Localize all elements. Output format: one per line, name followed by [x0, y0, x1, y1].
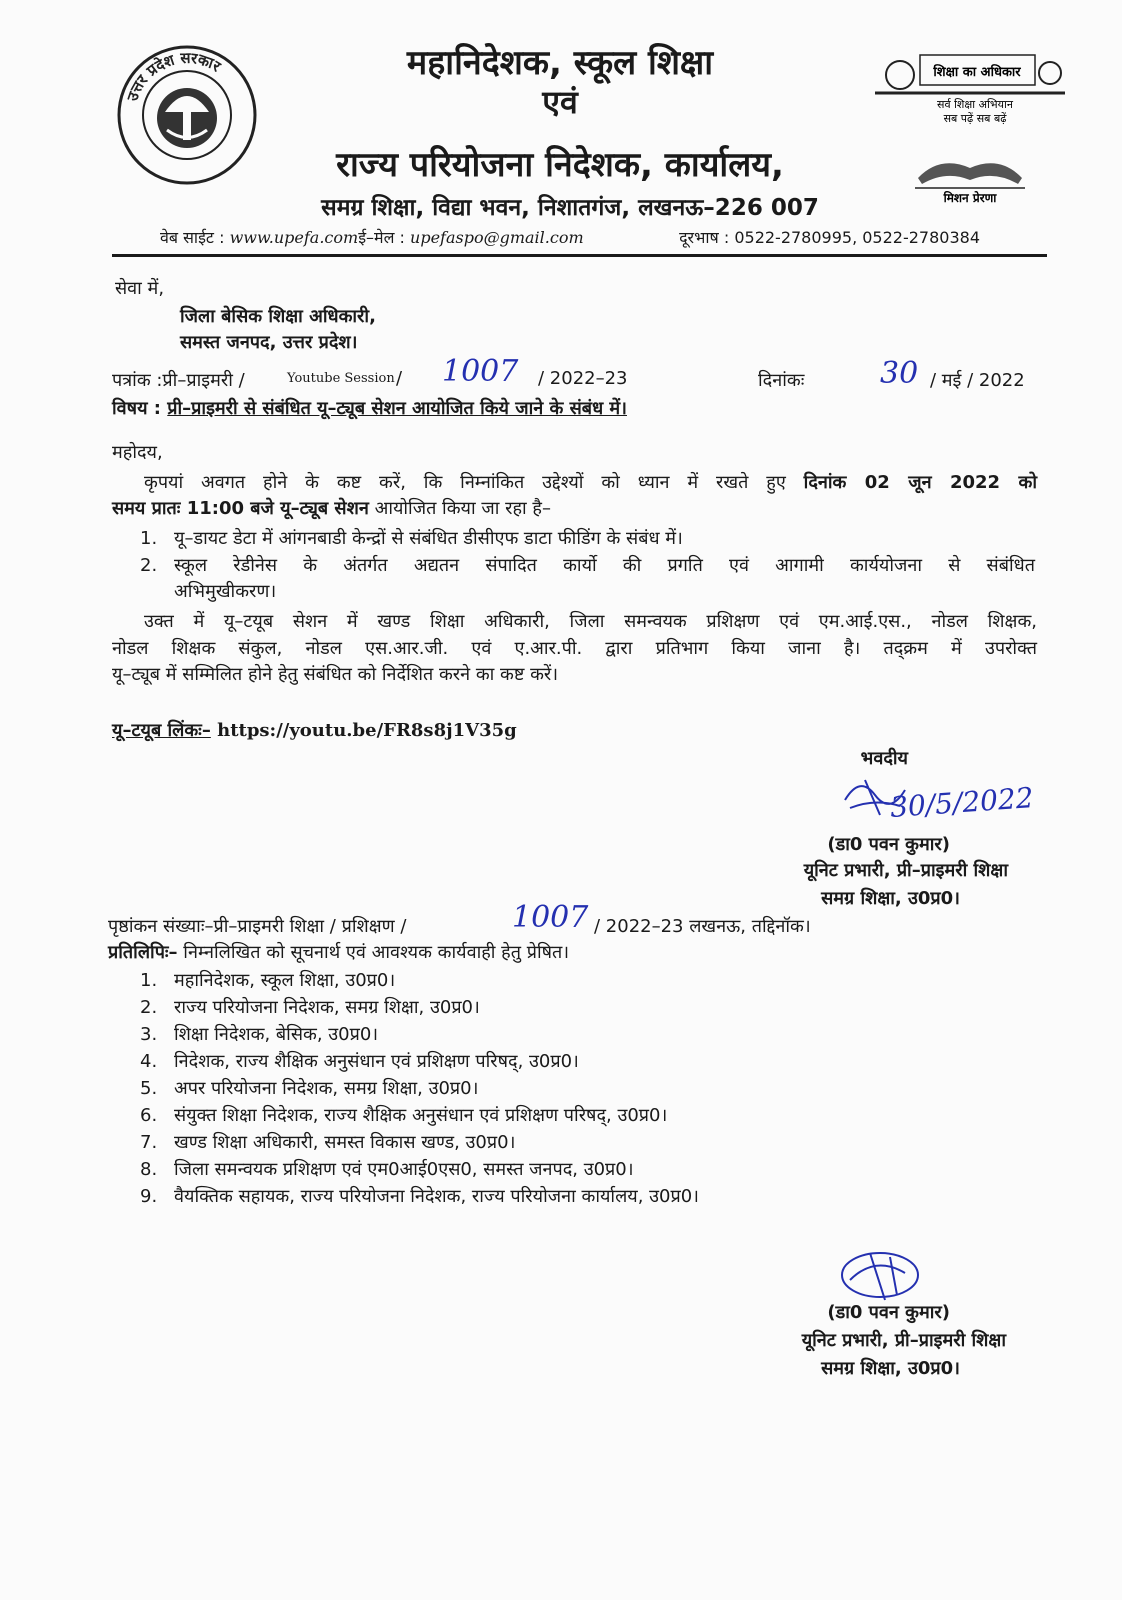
cc-item: 9. वैयक्तिक सहायक, राज्य परियोजना निदेशक, राज्य परियोजना कार्यालय, उ0प्र0। — [140, 1186, 700, 1207]
emblem-text: उत्तर प्रदेश सरकार — [123, 48, 224, 104]
cc-label: प्रतिलिपिः– — [108, 942, 178, 963]
cc-item-text: शिक्षा निदेशक, बेसिक, उ0प्र0। — [174, 1024, 379, 1045]
endorsement-suffix: / 2022–23 लखनऊ, तद्दिनॉक। — [594, 916, 811, 937]
website: www.upefa.com — [229, 228, 359, 247]
contact-line — [160, 226, 980, 248]
right-to-education-logo — [870, 45, 1070, 125]
email: upefaspo@gmail.com — [410, 228, 584, 247]
para1-line1 — [112, 470, 1037, 494]
email-label: ई–मेल : — [358, 228, 405, 247]
ref-slash: / — [396, 368, 403, 389]
para2-line3: यू–ट्यूब में सम्मिलित होने हेतु संबंधित को निर्देशित करने का कष्ट करें। — [112, 664, 559, 685]
date-label: दिनांकः — [758, 370, 805, 391]
ref-prefix: पत्रांक :प्री–प्राइमरी / — [112, 370, 245, 391]
rte-logo-text: शिक्षा का अधिकार — [933, 65, 1021, 80]
ssa-tagline: सब पढ़ें सब बढ़ें — [943, 112, 1007, 125]
cc-item-text: वैयक्तिक सहायक, राज्य परियोजना निदेशक, राज्य परियोजना कार्यालय, उ0प्र0। — [174, 1186, 700, 1207]
salutation: महोदय, — [112, 442, 163, 463]
subject-label: विषय : — [112, 398, 161, 419]
cc-item: 5. अपर परियोजना निदेशक, समग्र शिक्षा, उ0प्र0। — [140, 1078, 479, 1099]
up-government-emblem — [115, 40, 260, 190]
objective-item-1: 1. यू–डायट डेटा में आंगनबाडी केन्द्रों से संबंधित डीसीएफ डाटा फीडिंग के संबंध में। — [140, 528, 683, 549]
youtube-link-line — [112, 718, 517, 742]
phone-label: दूरभाष : — [679, 228, 730, 247]
para1-line2 — [112, 496, 1037, 520]
cc-item: 6. संयुक्त शिक्षा निदेशक, राज्य शैक्षिक अनुसंधान एवं प्रशिक्षण परिषद्, उ0प्र0। — [140, 1105, 668, 1126]
objective-item-2-text: स्कूल रेडीनेस के अंतर्गत अद्यतन संपादित कार्यो की प्रगति एवं आगामी कार्ययोजना से संबंधित — [174, 555, 1035, 576]
cc-item-text: राज्य परियोजना निदेशक, समग्र शिक्षा, उ0प्र0। — [174, 997, 480, 1018]
date-day-handwritten: 30 — [880, 356, 919, 391]
ref-youtube: Youtube Session — [287, 371, 395, 386]
website-label: वेब साईट : — [160, 228, 225, 247]
cc-item-text: खण्ड शिक्षा अधिकारी, समस्त विकास खण्ड, उ0प्र0। — [174, 1132, 516, 1153]
ref-year: / 2022–23 — [538, 368, 628, 389]
header-line-3: राज्य परियोजना निदेशक, कार्यालय, — [336, 145, 784, 185]
cc-item: 3. शिक्षा निदेशक, बेसिक, उ0प्र0। — [140, 1024, 379, 1045]
date-month-year: / मई / 2022 — [930, 370, 1025, 391]
signatory-1-designation: यूनिट प्रभारी, प्री–प्राइमरी शिक्षा — [803, 860, 1008, 881]
website-group — [160, 226, 584, 248]
signatory-1-org: समग्र शिक्षा, उ0प्र0। — [821, 888, 960, 909]
ssa-text: सर्व शिक्षा अभियान — [937, 98, 1013, 111]
phone: 0522-2780995, 0522-2780384 — [734, 228, 980, 247]
para1-part-d: आयोजित किया जा रहा है– — [374, 498, 551, 519]
cc-item: 4. निदेशक, राज्य शैक्षिक अनुसंधान एवं प्रशिक्षण परिषद्, उ0प्र0। — [140, 1051, 579, 1072]
endorsement-number-handwritten: 1007 — [512, 900, 589, 935]
closing-bhavdiya: भवदीय — [860, 748, 908, 769]
cc-item: 8. जिला समन्वयक प्रशिक्षण एवं एम0आई0एस0, समस्त जनपद, उ0प्र0। — [140, 1159, 634, 1180]
phone-group — [679, 226, 980, 248]
header-address: समग्र शिक्षा, विद्या भवन, निशातगंज, लखनऊ–226 007 — [321, 195, 819, 221]
youtube-link-label: यू–टयूब लिंकः– — [112, 720, 211, 741]
subject-text: प्री–प्राइमरी से संबंधित यू–ट्यूब सेशन आयोजित किये जाने के संबंध में। — [167, 398, 627, 419]
endorsement-prefix: पृष्ठांकन संख्याः–प्री–प्राइमरी शिक्षा / प्रशिक्षण / — [108, 916, 407, 937]
seva-me: सेवा में, — [115, 278, 165, 299]
header-line-1: महानिदेशक, स्कूल शिक्षा — [406, 43, 714, 83]
objective-item-2: 2. स्कूल रेडीनेस के अंतर्गत अद्यतन संपादित कार्यो की प्रगति एवं आगामी कार्ययोजना से संबंधित — [140, 555, 1035, 576]
subject — [112, 396, 627, 420]
youtube-link[interactable]: https://youtu.be/FR8s8j1V35g — [217, 720, 517, 741]
cc-item-text: संयुक्त शिक्षा निदेशक, राज्य शैक्षिक अनुसंधान एवं प्रशिक्षण परिषद्, उ0प्र0। — [174, 1105, 668, 1126]
cc-item-text: निदेशक, राज्य शैक्षिक अनुसंधान एवं प्रशिक्षण परिषद्, उ0प्र0। — [174, 1051, 579, 1072]
cc-text: निम्नलिखित को सूचनार्थ एवं आवश्यक कार्यवाही हेतु प्रेषित। — [183, 942, 570, 963]
cc-item-text: जिला समन्वयक प्रशिक्षण एवं एम0आई0एस0, समस्त जनपद, उ0प्र0। — [174, 1159, 634, 1180]
cc-item: 7. खण्ड शिक्षा अधिकारी, समस्त विकास खण्ड, उ0प्र0। — [140, 1132, 516, 1153]
cc-item: 2. राज्य परियोजना निदेशक, समग्र शिक्षा, उ0प्र0। — [140, 997, 480, 1018]
signatory-2-org: समग्र शिक्षा, उ0प्र0। — [821, 1358, 960, 1379]
header-line-2: एवं — [542, 83, 578, 121]
endorsement-line — [108, 914, 406, 938]
cc-item-text: महानिदेशक, स्कूल शिक्षा, उ0प्र0। — [174, 970, 396, 991]
para1-part-c: समय प्रातः 11:00 बजे यू–ट्यूब सेशन — [112, 498, 369, 519]
para1-part-b: दिनांक 02 जून 2022 को — [803, 472, 1037, 493]
cc-item-text: अपर परियोजना निदेशक, समग्र शिक्षा, उ0प्र0। — [174, 1078, 479, 1099]
para1-part-a: कृपयां अवगत होने के कष्ट करें, कि निम्नांकित उद्देश्यों को ध्यान में रखते हुए — [144, 472, 786, 493]
para2-line2: नोडल शिक्षक संकुल, नोडल एस.आर.जी. एवं ए.आर.पी. द्वारा प्रतिभाग किया जाना है। तद्क्रम में उपरोक्त — [112, 638, 1037, 659]
signatory-2-designation: यूनिट प्रभारी, प्री–प्राइमरी शिक्षा — [801, 1330, 1006, 1351]
signature-1-date: 30/5/2022 — [889, 781, 1035, 824]
mission-prerna-logo — [910, 150, 1030, 210]
ref-number-handwritten: 1007 — [442, 354, 519, 389]
objective-item-2-cont: अभिमुखीकरण। — [174, 581, 277, 602]
signatory-1-name: (डा0 पवन कुमार) — [827, 834, 950, 855]
mission-prerna-text: मिशन प्रेरणा — [943, 191, 997, 205]
header-divider — [112, 254, 1047, 257]
cc-item: 1. महानिदेशक, स्कूल शिक्षा, उ0प्र0। — [140, 970, 396, 991]
cc-line — [108, 940, 569, 964]
para2-line1: उक्त में यू–टयूब सेशन में खण्ड शिक्षा अधिकारी, जिला समन्वयक प्रशिक्षण एवं एम.आई.एस., नोडल शिक्षक, — [144, 611, 1037, 632]
recipient-line-1: जिला बेसिक शिक्षा अधिकारी, — [180, 306, 376, 327]
objective-item-1-text: यू–डायट डेटा में आंगनबाडी केन्द्रों से संबंधित डीसीएफ डाटा फीडिंग के संबंध में। — [174, 528, 683, 549]
signatory-2-name: (डा0 पवन कुमार) — [827, 1302, 950, 1323]
recipient-line-2: समस्त जनपद, उत्तर प्रदेश। — [180, 332, 358, 353]
